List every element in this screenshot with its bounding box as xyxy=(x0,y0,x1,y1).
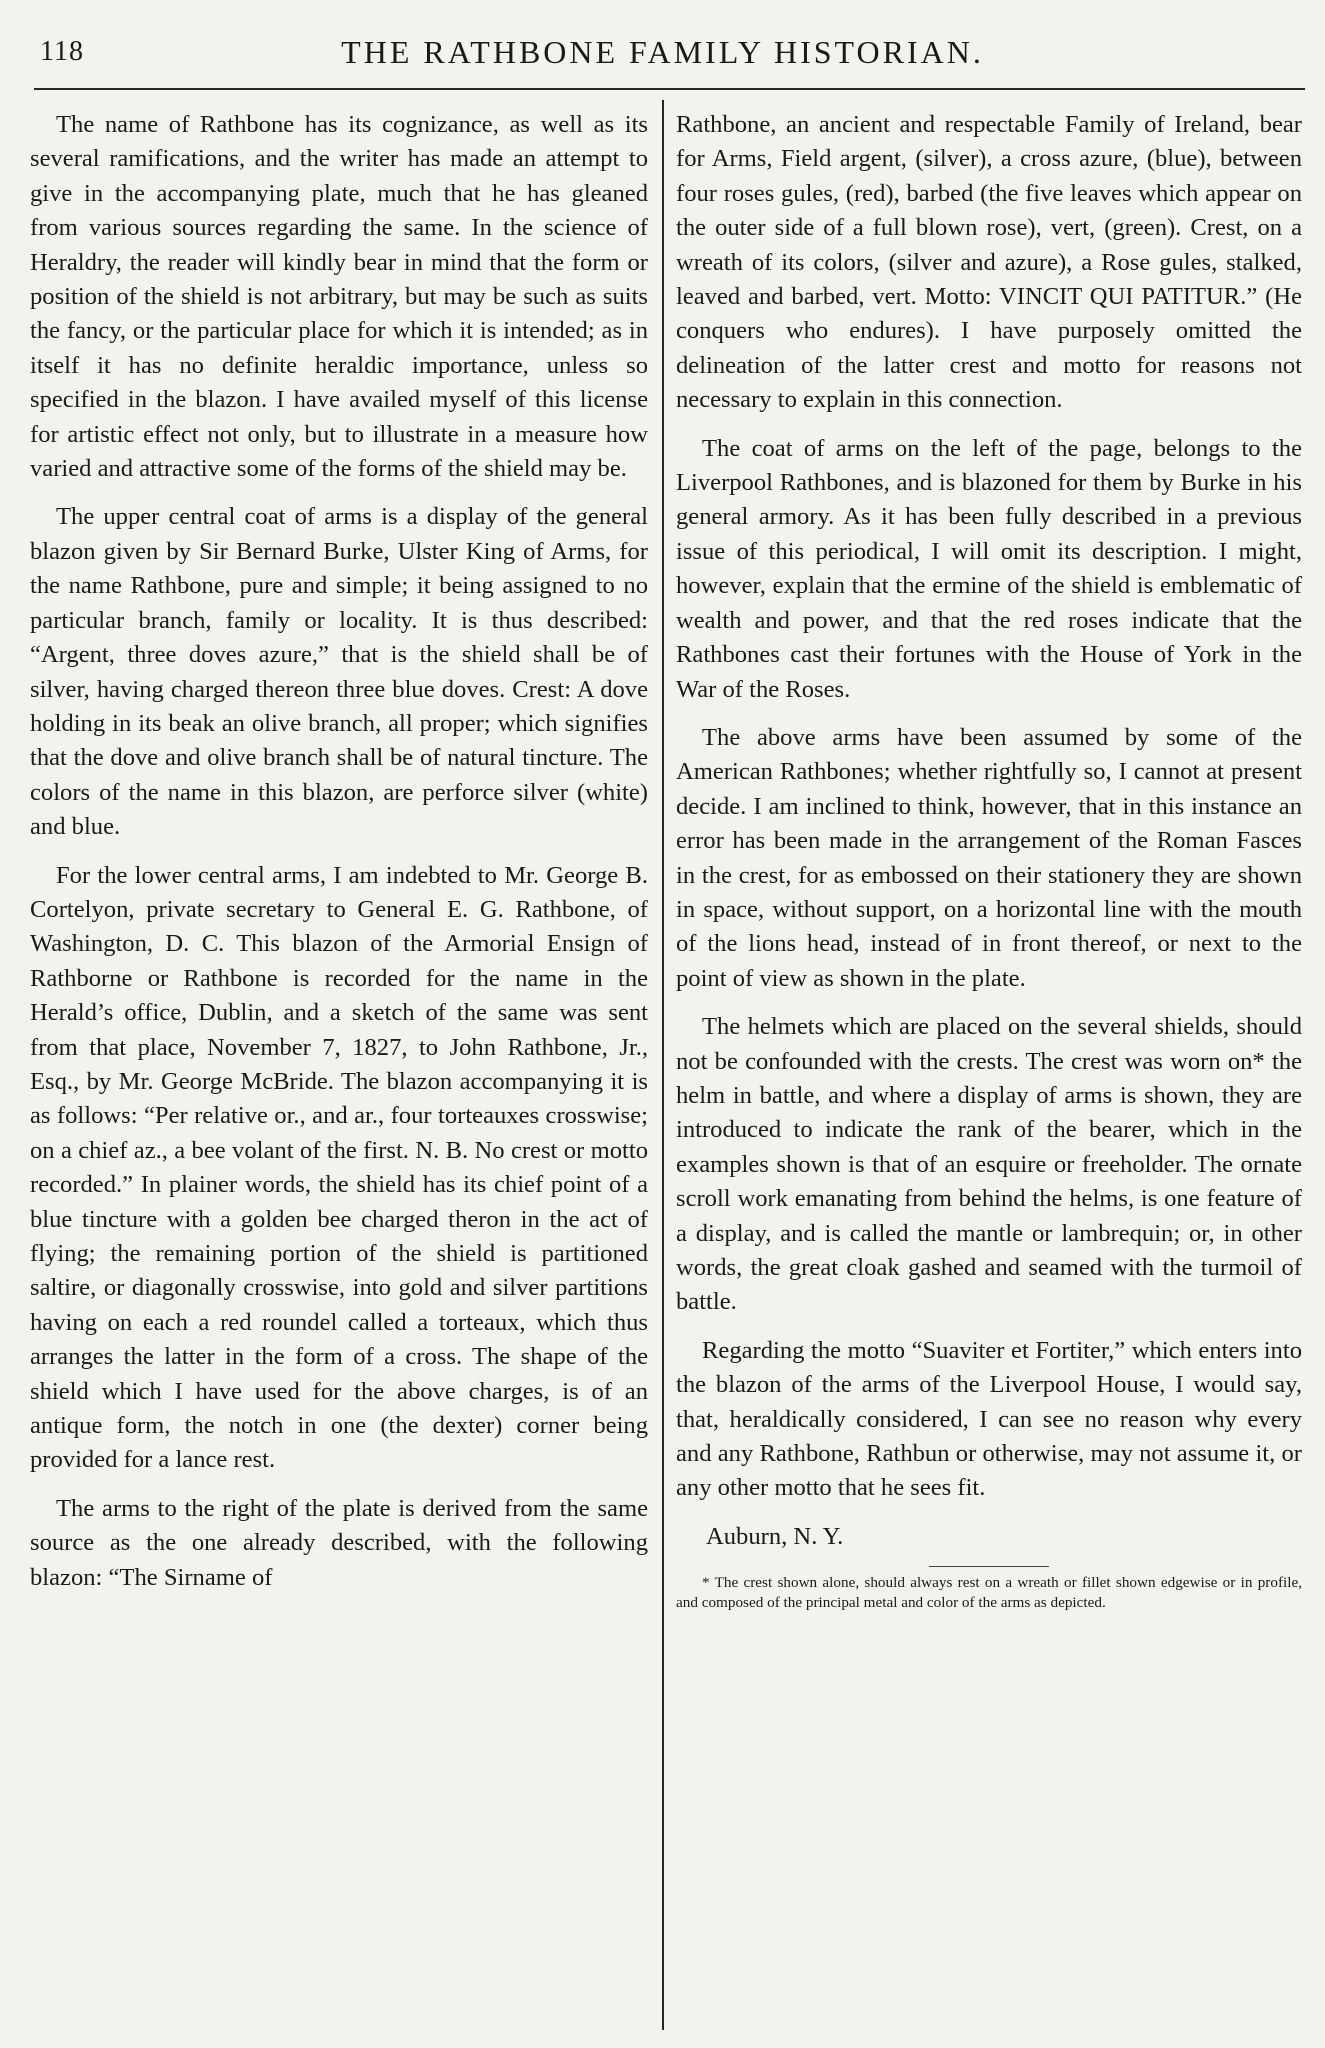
left-column xyxy=(30,108,648,1609)
right-paragraph-3: The above arms have been assumed by some of the American Rathbones; whether rightfully so, I cannot at present decide. I am inclined to think, however, that in this instance an error has been made in the arrangement of the Roman Fasces in the crest, for as embossed on their stationery they are shown in space, without support, on a horizontal line with the mouth of the lions head, instead of in front thereof, or next to the point of view as shown in the plate. xyxy=(676,723,1302,992)
left-paragraph-4: The arms to the right of the plate is derived from the same source as the one already described, with the following blazon: “The Sirname of xyxy=(30,1494,648,1591)
column-divider xyxy=(662,100,664,2030)
footnote-rule xyxy=(929,1566,1049,1567)
right-paragraph-1: Rathbone, an ancient and respectable Family of Ireland, bear for Arms, Field argent, (silver), a cross azure, (blue), between four roses gules, (red), barbed (the five leaves which appear on the outer side of a full blown rose), vert, (green). Crest, on a wreath of its colors, (silver and azure), a Rose gules, stalked, leaved and barbed, vert. Motto: VINCIT QUI PATITUR.” (He conquers who endures). I have purposely omitted the delineation of the latter crest and motto for reasons not necessary to explain in this connection. xyxy=(676,111,1302,414)
left-paragraph-1: The name of Rathbone has its cognizance, as well as its several ramifications, and the writer has made an attempt to give in the accompanying plate, much that he has gleaned from various sources regarding the same. In the science of Heraldry, the reader will kindly bear in mind that the form or position of the shield is not arbitrary, but may be such as suits the fancy, or the particular place for which it is intended; as in itself it has no definite heraldic importance, unless so specified in the blazon. I have availed myself of this license for artistic effect not only, but to illustrate in a measure how varied and attractive some of the forms of the shield may be. xyxy=(30,111,648,483)
left-paragraph-2: The upper central coat of arms is a display of the general blazon given by Sir Bernard Burke, Ulster King of Arms, for the name Rathbone, pure and simple; it being assigned to no particular branch, family or locality. It is thus described: “Argent, three doves azure,” that is the shield shall be of silver, having charged thereon three blue doves. Crest: A dove holding in its beak an olive branch, all proper; which signifies that the dove and olive branch shall be of natural tincture. The colors of the name in this blazon, are perforce silver (white) and blue. xyxy=(30,503,648,841)
footnote: * The crest shown alone, should always rest on a wreath or fillet shown edgewise or in profile, and composed of the principal metal and color of the arms as depicted. xyxy=(676,1574,1302,1612)
right-paragraph-2: The coat of arms on the left of the page, belongs to the Liverpool Rathbones, and is blazoned for them by Burke in his general armory. As it has been fully described in a previous issue of this periodical, I will omit its description. I might, however, explain that the ermine of the shield is emblematic of wealth and power, and that the red roses indicate that the Rathbones cast their fortunes with the House of York in the War of the Roses. xyxy=(676,434,1302,703)
right-paragraph-5: Regarding the motto “Suaviter et Fortiter,” which enters into the blazon of the arms of the Liverpool House, I would say, that, heraldically considered, I can see no reason why every and any Rathbone, Rathbun or otherwise, may not assume it, or any other motto that he sees fit. xyxy=(676,1336,1302,1502)
page-header xyxy=(30,30,1295,82)
page-number: 118 xyxy=(40,36,84,67)
author-location: Auburn, N. Y. xyxy=(706,1522,844,1550)
right-column xyxy=(676,108,1302,1627)
right-paragraph-4: The helmets which are placed on the several shields, should not be confounded with the crests. The crest was worn on* the helm in battle, and where a display of arms is shown, they are introduced to indicate the rank of the bearer, which in the examples shown is that of an esquire or freeholder. The ornate scroll work emanating from behind the helms, is one feature of a display, and is called the mantle or lambrequin; or, in other words, the great cloak gashed and seamed with the turmoil of battle. xyxy=(676,1013,1302,1316)
header-rule xyxy=(34,88,1305,90)
running-title: THE RATHBONE FAMILY HISTORIAN. xyxy=(341,34,984,70)
left-paragraph-3: For the lower central arms, I am indebted to Mr. George B. Cortelyon, private secretary to General E. G. Rathbone, of Washington, D. C. This blazon of the Armorial Ensign of Rathborne or Rathbone is recorded for the name in the Herald’s office, Dublin, and a sketch of the same was sent from that place, November 7, 1827, to John Rathbone, Jr., Esq., by Mr. George McBride. The blazon accompanying it is as follows: “Per relative or., and ar., four torteauxes crosswise; on a chief az., a bee volant of the first. N. B. No crest or motto recorded.” In plainer words, the shield has its chief point of a blue tincture with a golden bee charged theron in the act of flying; the remaining portion of the shield is partitioned saltire, or diagonally crosswise, into gold and silver partitions having on each a red roundel called a torteaux, which thus arranges the latter in the form of a cross. The shape of the shield which I have used for the above charges, is of an antique form, the notch in one (the dexter) corner being provided for a lance rest. xyxy=(30,861,648,1474)
